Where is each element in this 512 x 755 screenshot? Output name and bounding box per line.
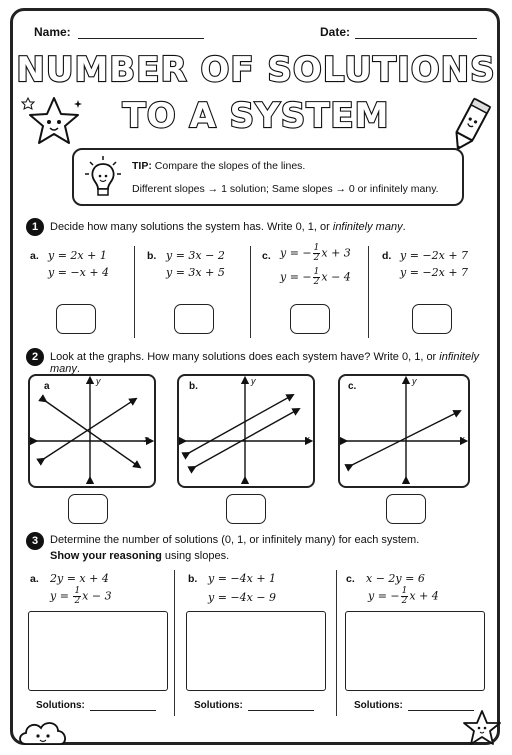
page-title-line1: NUMBER OF SOLUTIONS	[16, 50, 496, 90]
x-axis-label: x	[305, 434, 310, 444]
lightbulb-icon	[84, 154, 122, 200]
q2-c-answer-box[interactable]	[386, 494, 426, 524]
question-3-instruction-2: Show your reasoning using slopes.	[50, 550, 230, 562]
q3-c-work-box[interactable]	[345, 611, 485, 691]
q1-c-eq1: y = − $\frac{1}{2}$ x + 3	[280, 243, 351, 263]
q1-divider	[368, 246, 369, 338]
q3-part-c-label: c.	[346, 573, 355, 585]
q1-b-eq1: y = 3x − 2	[166, 249, 225, 262]
q1-d-eq2: y = −2x + 7	[400, 266, 469, 279]
q1-part-d-label: d.	[382, 250, 392, 262]
q1-c-answer-box[interactable]	[290, 304, 330, 334]
q2-b-answer-box[interactable]	[226, 494, 266, 524]
q2-graph-b-plot	[179, 376, 313, 486]
q3-part-a-label: a.	[30, 573, 39, 585]
q1-a-answer-box[interactable]	[56, 304, 96, 334]
y-axis-label: y	[412, 376, 417, 386]
question-2-instruction: Look at the graphs. How many solutions does each system have? Write 0, 1, or infinitely many.	[50, 351, 480, 375]
q3-a-work-box[interactable]	[28, 611, 168, 691]
q2-a-answer-box[interactable]	[68, 494, 108, 524]
q3-a-solutions-field[interactable]	[90, 710, 156, 711]
date-field[interactable]	[355, 38, 477, 39]
q1-b-eq2: y = 3x + 5	[166, 266, 225, 279]
question-1-number: 1	[26, 218, 44, 236]
q3-c-solutions-label: Solutions:	[354, 700, 403, 711]
q1-b-answer-box[interactable]	[174, 304, 214, 334]
q3-a-eq1: 2y = x + 4	[50, 572, 109, 585]
q2-graph-c-plot	[340, 376, 468, 486]
q3-b-work-box[interactable]	[186, 611, 326, 691]
tip-line-1: TIP: Compare the slopes of the lines.	[132, 160, 306, 172]
q1-d-eq1: y = −2x + 7	[400, 249, 469, 262]
q3-a-solutions-label: Solutions:	[36, 700, 85, 711]
q2-graph-a-label: a	[44, 381, 50, 392]
q1-part-b-label: b.	[147, 250, 157, 262]
q1-part-c-label: c.	[262, 250, 271, 262]
question-3-instruction: Determine the number of solutions (0, 1, or infinitely many) for each system.	[50, 534, 420, 546]
q3-a-eq2-fraction: $\frac{1}{2}$	[74, 586, 81, 606]
q2-graph-b-label: b.	[189, 381, 198, 392]
question-3-number: 3	[26, 532, 44, 550]
tip-box	[72, 148, 464, 206]
y-axis-label: y	[251, 376, 256, 386]
q2-graph-c	[338, 374, 470, 488]
cloud-mascot-icon	[16, 716, 70, 748]
q3-a-eq2: y = $\frac{1}{2}$ x − 3	[50, 586, 112, 606]
q1-c-eq2-fraction: $\frac{1}{2}$	[313, 267, 320, 287]
tip-label: TIP:	[132, 160, 152, 172]
q2-graph-b	[177, 374, 315, 488]
q3-c-eq2-fraction: $\frac{1}{2}$	[401, 586, 408, 606]
q2-graph-c-label: c.	[348, 381, 357, 392]
question-2-number: 2	[26, 348, 44, 366]
date-label: Date:	[320, 25, 351, 39]
q1-divider	[134, 246, 135, 338]
q1-a-eq2: y = −x + 4	[48, 266, 110, 279]
q1-divider	[250, 246, 251, 338]
q3-c-eq2: y = − $\frac{1}{2}$ x + 4	[368, 586, 439, 606]
q3-b-eq1: y = −4x + 1	[208, 572, 277, 585]
star-mascot-icon	[20, 92, 88, 152]
page-title-line2: TO A SYSTEM	[122, 96, 390, 136]
q1-a-eq1: y = 2x + 1	[48, 249, 107, 262]
name-label: Name:	[34, 25, 71, 39]
x-axis-label: x	[144, 434, 149, 444]
star-icon	[462, 708, 502, 748]
q1-c-eq1-fraction: $\frac{1}{2}$	[313, 243, 320, 263]
x-axis-label: x	[460, 434, 465, 444]
q3-divider	[174, 570, 175, 716]
q1-d-answer-box[interactable]	[412, 304, 452, 334]
y-axis-label: y	[96, 376, 101, 386]
pencil-mascot-icon	[446, 94, 496, 156]
q3-c-eq1: x − 2y = 6	[366, 572, 425, 585]
name-field[interactable]	[78, 38, 204, 39]
q1-part-a-label: a.	[30, 250, 39, 262]
q3-b-solutions-label: Solutions:	[194, 700, 243, 711]
q3-part-b-label: b.	[188, 573, 198, 585]
tip-line-2: Different slopes → 1 solution; Same slopes → 0 or infinitely many.	[132, 183, 439, 195]
q2-graph-a-plot	[30, 376, 154, 486]
q1-c-eq2: y = − $\frac{1}{2}$ x − 4	[280, 267, 351, 287]
q3-b-solutions-field[interactable]	[248, 710, 314, 711]
q3-divider	[336, 570, 337, 716]
question-1-instruction: Decide how many solutions the system has. Write 0, 1, or infinitely many.	[50, 221, 406, 233]
q2-graph-a	[28, 374, 156, 488]
q3-b-eq2: y = −4x − 9	[208, 591, 277, 604]
